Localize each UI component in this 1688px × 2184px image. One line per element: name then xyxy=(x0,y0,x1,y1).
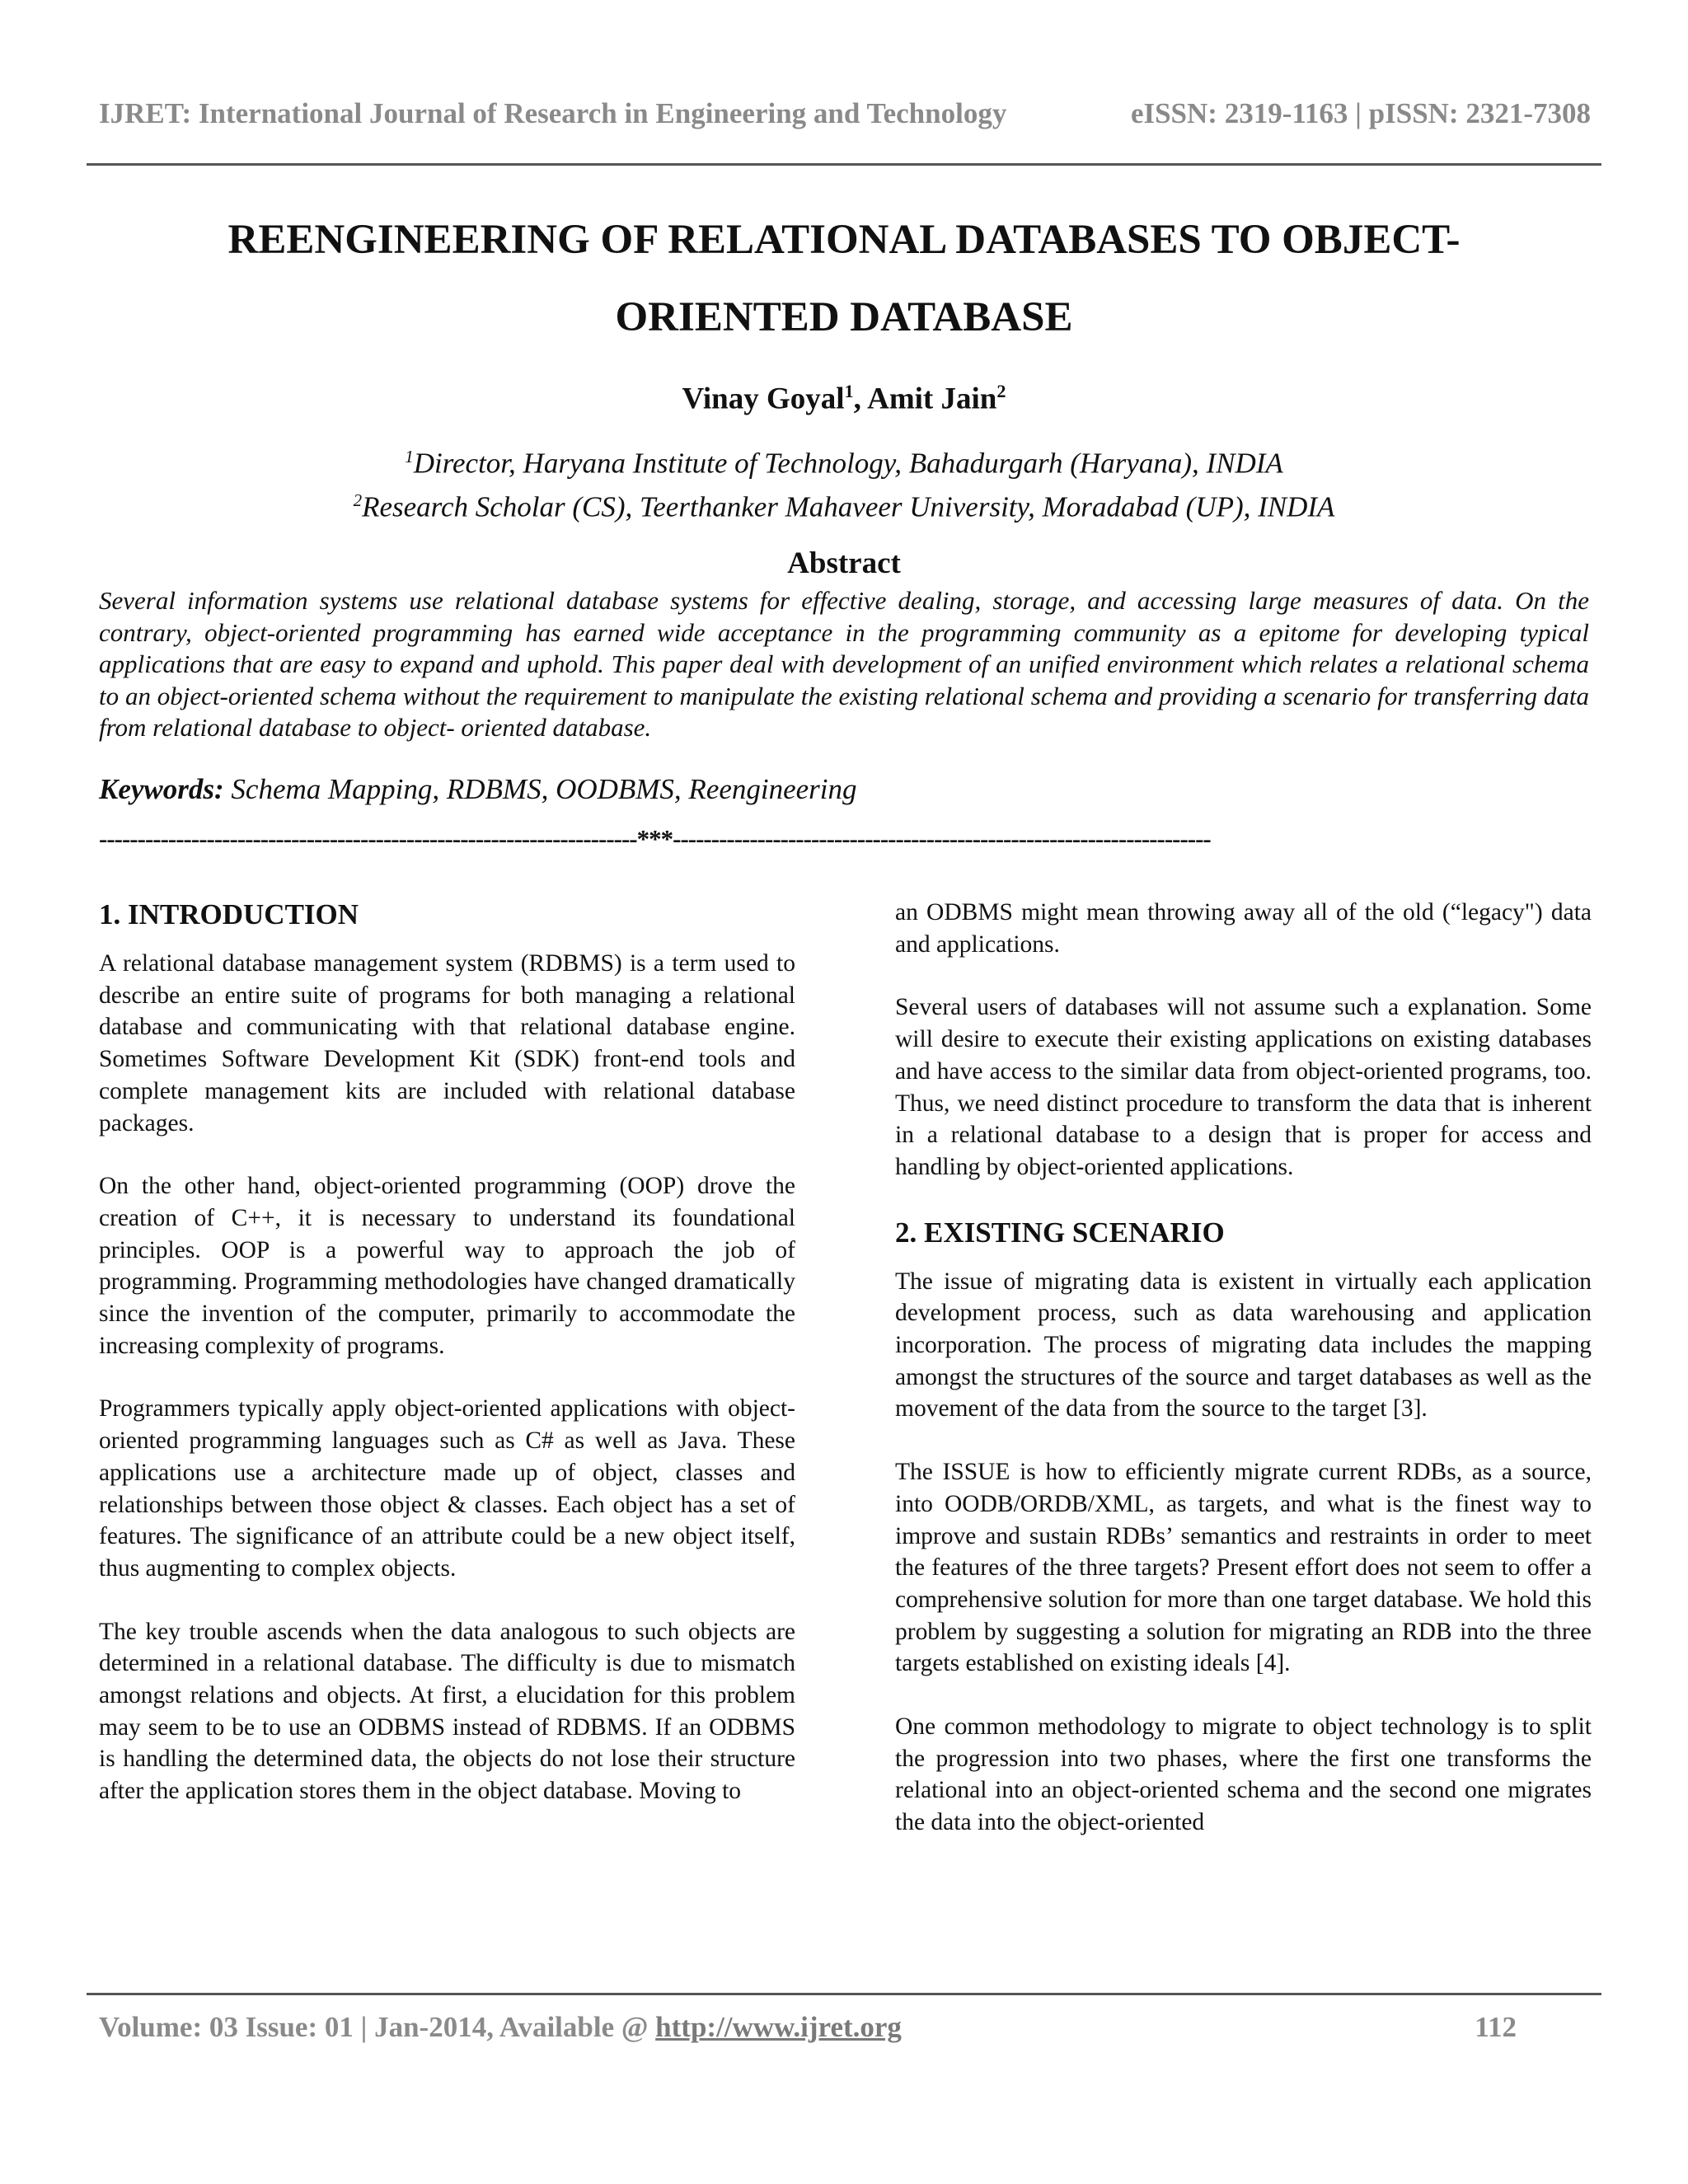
section-2-heading: 2. EXISTING SCENARIO xyxy=(895,1216,1225,1249)
paragraph: One common methodology to migrate to object technology is to split the progression into two phases, where the first one transforms the relational into an object-oriented schema and the second one migrates the data into the object-oriented xyxy=(895,1713,1592,1836)
abstract-text: Several information systems use relational database systems for effective dealing, storage, and accessing large measures of data. On the contrary, object-oriented programming has earned wide acceptance in the programming community as a epitome for developing typical applications that are easy to expand and uphold. This paper deal with development of an unified environment which relates a relational schema to an object-oriented schema without the requirement to manipulate the existing relational schema and providing a scenario for transferring data from relational database to object- oriented database. xyxy=(99,586,1589,742)
left-column xyxy=(99,897,795,1807)
section-separator: ----------------------------------------------------------------------***---------------------------------------------------------------------- xyxy=(99,824,1211,853)
page-number: 112 xyxy=(1475,2011,1517,2043)
affiliation-1 xyxy=(99,438,1589,482)
paragraph: The key trouble ascends when the data analogous to such objects are determined in a relational database. The difficulty is due to mismatch amongst relations and objects. At first, a elucidation for this problem may seem to be to use an ODBMS instead of RDBMS. If an ODBMS is handling the determined data, the objects do not lose their structure after the application stores them in the object database. Moving to xyxy=(99,1618,795,1805)
paper-title xyxy=(99,201,1589,356)
paragraph: an ODBMS might mean throwing away all of the old (“legacy") data and applications. xyxy=(895,899,1592,958)
author-1-sup: 1 xyxy=(844,381,854,401)
section-1-heading: 1. INTRODUCTION xyxy=(99,898,359,930)
keywords-label: Keywords: xyxy=(99,773,224,805)
paragraph: The issue of migrating data is existent in virtually each application development process, such as data warehousing and application incorporation. The process of migrating data includes the mapping amongst the structures of the source and target databases as well as the movement of the data from the source to the target [3]. xyxy=(895,1268,1592,1422)
keywords-text: Schema Mapping, RDBMS, OODBMS, Reengineering xyxy=(223,773,857,805)
author-2-name: Amit Jain xyxy=(867,382,997,416)
paragraph: On the other hand, object-oriented programming (OOP) drove the creation of C++, it is necessary to understand its foundational principles. OOP is a powerful way to approach the job of programming. Programming methodologies have changed dramatically since the invention of the computer, primarily to accommodate the increasing complexity of programs. xyxy=(99,1173,795,1359)
author-2-sup: 2 xyxy=(996,381,1006,401)
affiliations xyxy=(99,438,1589,525)
paragraph: Programmers typically apply object-oriented applications with object-oriented programming languages such as C# as well as Java. These applications use a architecture made up of object, classes and relationships between those object & classes. Each object has a set of features. The significance of an attribute could be a new object itself, thus augmenting to complex objects. xyxy=(99,1395,795,1582)
running-header xyxy=(99,97,1591,130)
affiliation-2 xyxy=(99,482,1589,526)
title-line-1: REENGINEERING OF RELATIONAL DATABASES TO OBJECT- xyxy=(227,217,1461,263)
author-1-name: Vinay Goyal xyxy=(682,382,845,416)
journal-name: IJRET: International Journal of Research in Engineering and Technology xyxy=(99,97,1007,129)
issn-numbers: eISSN: 2319-1163 | pISSN: 2321-7308 xyxy=(1130,97,1591,129)
keywords xyxy=(99,773,1589,806)
author-list xyxy=(99,381,1589,416)
abstract-heading: Abstract xyxy=(787,546,901,580)
footer-rule xyxy=(87,1993,1601,1995)
affiliation-2-sup: 2 xyxy=(353,490,363,510)
affiliation-1-sup: 1 xyxy=(405,447,414,466)
affiliation-2-text: Research Scholar (CS), Teerthanker Mahaveer University, Moradabad (UP), INDIA xyxy=(362,490,1335,523)
paragraph: A relational database management system (RDBMS) is a term used to describe an entire suite of programs for both managing a relational database and communicating with that relational database engine. Sometimes Software Development Kit (SDK) front-end tools and complete management kits are included with relational database packages. xyxy=(99,950,795,1137)
footer-volume-text: Volume: 03 Issue: 01 | Jan-2014, Available @ xyxy=(99,2011,656,2043)
journal-url-link[interactable]: http://www.ijret.org xyxy=(655,2011,902,2043)
paragraph: Several users of databases will not assume such a explanation. Some will desire to execute their existing applications on existing databases and have access to the similar data from object-oriented programs, too. Thus, we need distinct procedure to transform the data that is inherent in a relational database to a design that is proper for access and handling by object-oriented applications. xyxy=(895,994,1592,1180)
author-separator: , xyxy=(853,382,868,416)
running-footer xyxy=(99,2011,1517,2044)
right-column xyxy=(895,897,1592,1839)
header-rule xyxy=(87,163,1601,166)
footer-volume xyxy=(99,2011,902,2044)
paragraph: The ISSUE is how to efficiently migrate current RDBs, as a source, into OODB/ORDB/XML, as targets, and what is the finest way to improve and sustain RDBs’ semantics and restraints in order to meet the features of the three targets? Present effort does not seem to offer a comprehensive solution for more than one target database. We hold this problem by suggesting a solution for migrating an RDB into the three targets established on existing ideals [4]. xyxy=(895,1459,1592,1677)
title-line-2: ORIENTED DATABASE xyxy=(615,294,1073,340)
affiliation-1-text: Director, Haryana Institute of Technology, Bahadurgarh (Haryana), INDIA xyxy=(413,447,1283,480)
